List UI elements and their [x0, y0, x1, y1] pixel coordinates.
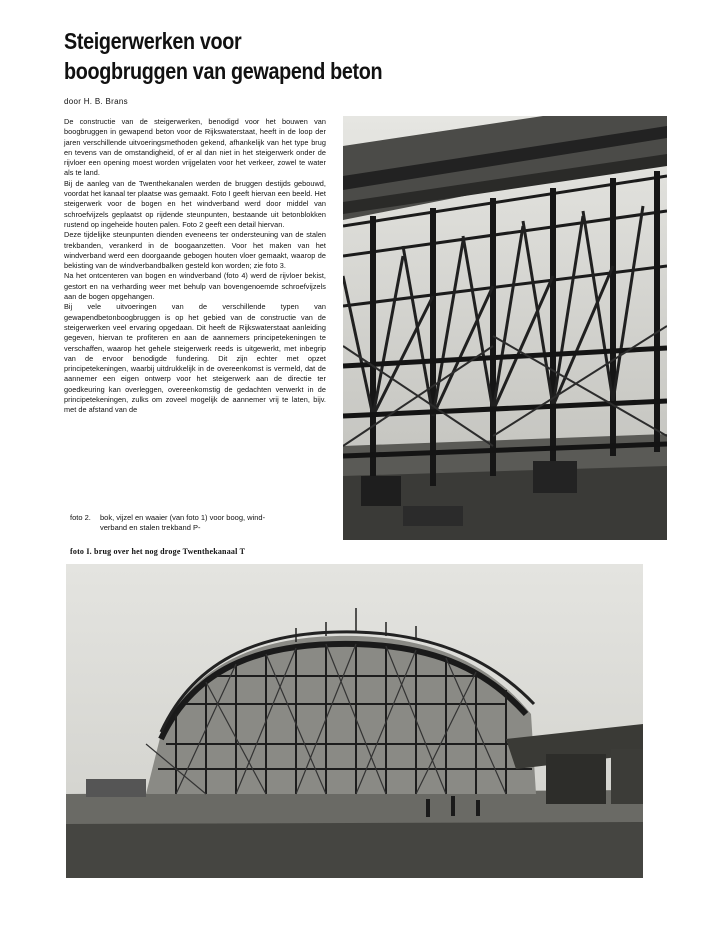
caption-foto-1: foto I. brug over het nog droge Twenthekanaal T	[70, 547, 246, 556]
article-body	[64, 117, 326, 416]
caption-number: foto 2.	[70, 513, 91, 522]
title-line-2: boogbruggen van gewapend beton	[64, 58, 383, 84]
paragraph: Bij vele uitvoeringen van de verschillende typen van gewapendbetonboogbruggen is op het gebied van de constructie van de steigerwerken veel ervaring opgedaan. Dit heeft de Rijkswaterstaat aanleiding gegeven, hiervan te profiteren en aan de aannemers principetekeningen te verschaffen, waarop het gehele steigerwerk reeds is uitgewerkt, met inbegrip van de ervoor benodigde fundering. Dit zijn echter met opzet principetekeningen, waarbij uitdrukkelijk in de overeenkomst is vermeld, dat de aannemer een eigen ontwerp voor het steigerwerk aan de directie ter goedkeuring kan overleggen, overeenkomstig de gedachten verwerkt in de principetekeningen, zulks om zoveel mogelijk de aannemer vrij te laten, bijv. met de afstand van de	[64, 302, 326, 415]
paragraph: Bij de aanleg van de Twenthekanalen werden de bruggen destijds gebouwd, voordat het kanaal ter plaatse was gemaakt. Foto I geeft hiervan een beeld. Het steigerwerk voor de bogen en het windverband werd door middel van schroefvijzels geplaatst op rijdende steunpunten, bestaande uit betonblokken rustend op ingeheide houten palen. Foto 2 geeft een detail hiervan.	[64, 178, 326, 229]
photo-scaffold-detail	[343, 116, 667, 540]
paragraph: Deze tijdelijke steunpunten dienden eveneens ter ondersteuning van de stalen trekbanden, verankerd in de boogaanzetten. Voor het maken van het windverband werd een doorgaande gebogen houten vloer gemaakt, waarop de bekisting van de windverbandbalken gesteld kon worden; zie foto 3.	[64, 230, 326, 271]
paragraph: De constructie van de steigerwerken, benodigd voor het bouwen van boogbruggen in gewapend beton voor de Rijkswaterstaat, heeft in de loop der jaren verschillende uitvoeringsmethoden gekend, afhankelijk van het type brug en tevens van de omstandigheid, of er al dan niet in het steigerwerk onder de rijvloer een opening moest worden vrijgelaten voor het verkeer, zowel te water als te land.	[64, 117, 326, 178]
caption-text: verband en stalen trekband P-	[100, 523, 201, 532]
caption-foto-2	[70, 513, 330, 533]
caption-text: bok, vijzel en waaier (van foto 1) voor boog, wind-	[100, 513, 266, 522]
article-title	[64, 26, 383, 86]
author-byline: door H. B. Brans	[64, 97, 128, 106]
paragraph: Na het ontcenteren van bogen en windverband (foto 4) werd de rijvloer bekist, gestort en na verharding weer met behulp van bovengenoemde schroefvijzels aan de bogen opgehangen.	[64, 271, 326, 302]
photo-arch-bridge	[66, 564, 643, 878]
title-line-1: Steigerwerken voor	[64, 28, 242, 54]
